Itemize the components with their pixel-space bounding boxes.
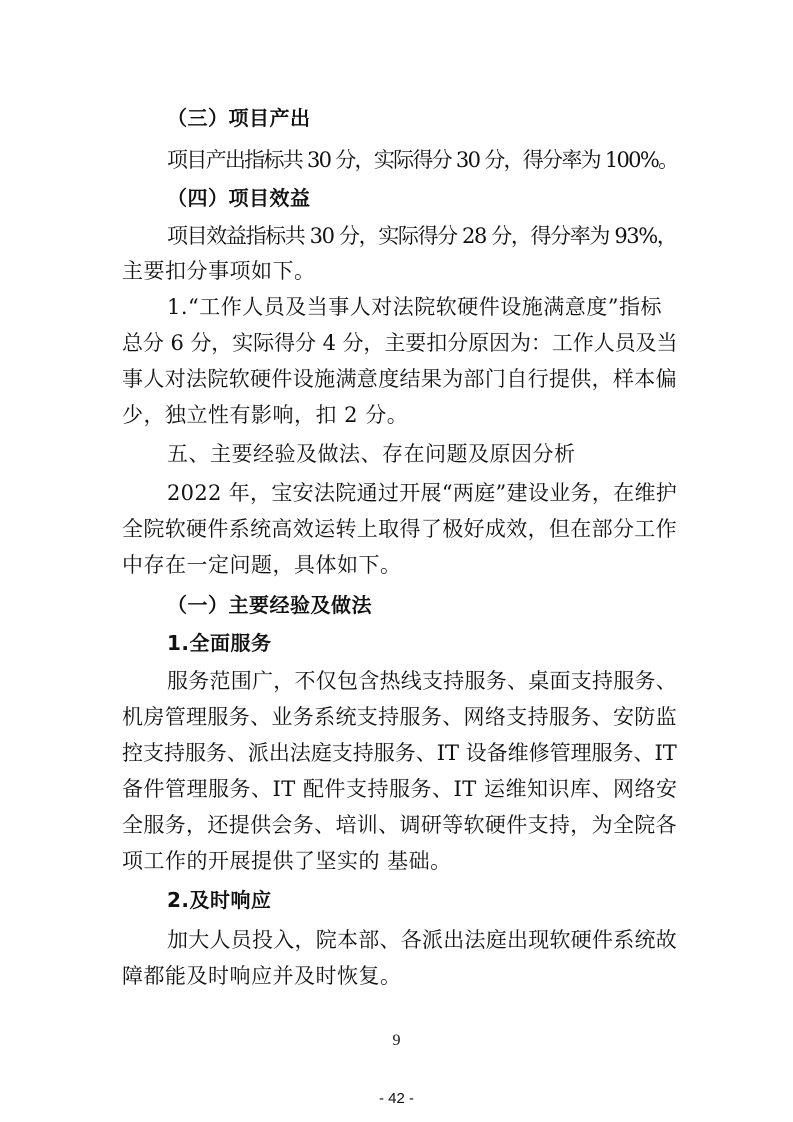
paragraph-line: 控支持服务、派出法庭支持服务、IT 设备维修管理服务、IT xyxy=(122,741,677,765)
section-heading-main-experience: （一）主要经验及做法 xyxy=(167,593,372,617)
paragraph-line: 总分 6 分，实际得分 4 分，主要扣分原因为：工作人员及当 xyxy=(122,331,678,355)
footer-page-number: - 42 - xyxy=(378,1090,414,1107)
section-heading-project-benefit: （四）项目效益 xyxy=(167,186,311,210)
paragraph-line: 备件管理服务、IT 配件支持服务、IT 运维知识库、网络安 xyxy=(122,777,678,801)
paragraph-line: 1.“工作人员及当事人对法院软硬件设施满意度”指标 xyxy=(167,295,663,319)
section-heading-full-service: 1.全面服务 xyxy=(167,631,272,655)
paragraph-line: 中存在一定问题，具体如下。 xyxy=(122,553,402,577)
paragraph-line: 障都能及时响应并及时恢复。 xyxy=(122,964,402,988)
section-heading-experience: 五、主要经验及做法、存在问题及原因分析 xyxy=(167,442,576,466)
paragraph-line: 项目产出指标共 30 分，实际得分 30 分，得分率为 100%。 xyxy=(167,148,678,172)
paragraph-line: 服务范围广，不仅包含热线支持服务、桌面支持服务、 xyxy=(167,669,677,693)
paragraph-line: 全院软硬件系统高效运转上取得了极好成效，但在部分工作 xyxy=(122,517,677,541)
paragraph-line: 机房管理服务、业务系统支持服务、网络支持服务、安防监 xyxy=(122,705,677,729)
paragraph-line: 项工作的开展提供了坚实的 基础。 xyxy=(122,849,452,873)
paragraph-line: 主要扣分事项如下。 xyxy=(122,259,316,283)
paragraph-line: 全服务，还提供会务、培训、调研等软硬件支持，为全院各 xyxy=(122,813,677,837)
paragraph-line: 2022 年，宝安法院通过开展“两庭”建设业务，在维护 xyxy=(167,481,678,505)
section-heading-timely-response: 2.及时响应 xyxy=(167,888,272,912)
paragraph-line: 加大人员投入，院本部、各派出法庭出现软硬件系统故 xyxy=(167,928,677,952)
section-heading-project-output: （三）项目产出 xyxy=(167,106,311,130)
paragraph-line: 事人对法院软硬件设施满意度结果为部门自行提供，样本偏 xyxy=(122,367,677,391)
page-number: 9 xyxy=(392,1032,401,1049)
paragraph-line: 项目效益指标共 30 分，实际得分 28 分，得分率为 93%， xyxy=(167,224,677,248)
paragraph-line: 少，独立性有影响，扣 2 分。 xyxy=(122,403,409,427)
